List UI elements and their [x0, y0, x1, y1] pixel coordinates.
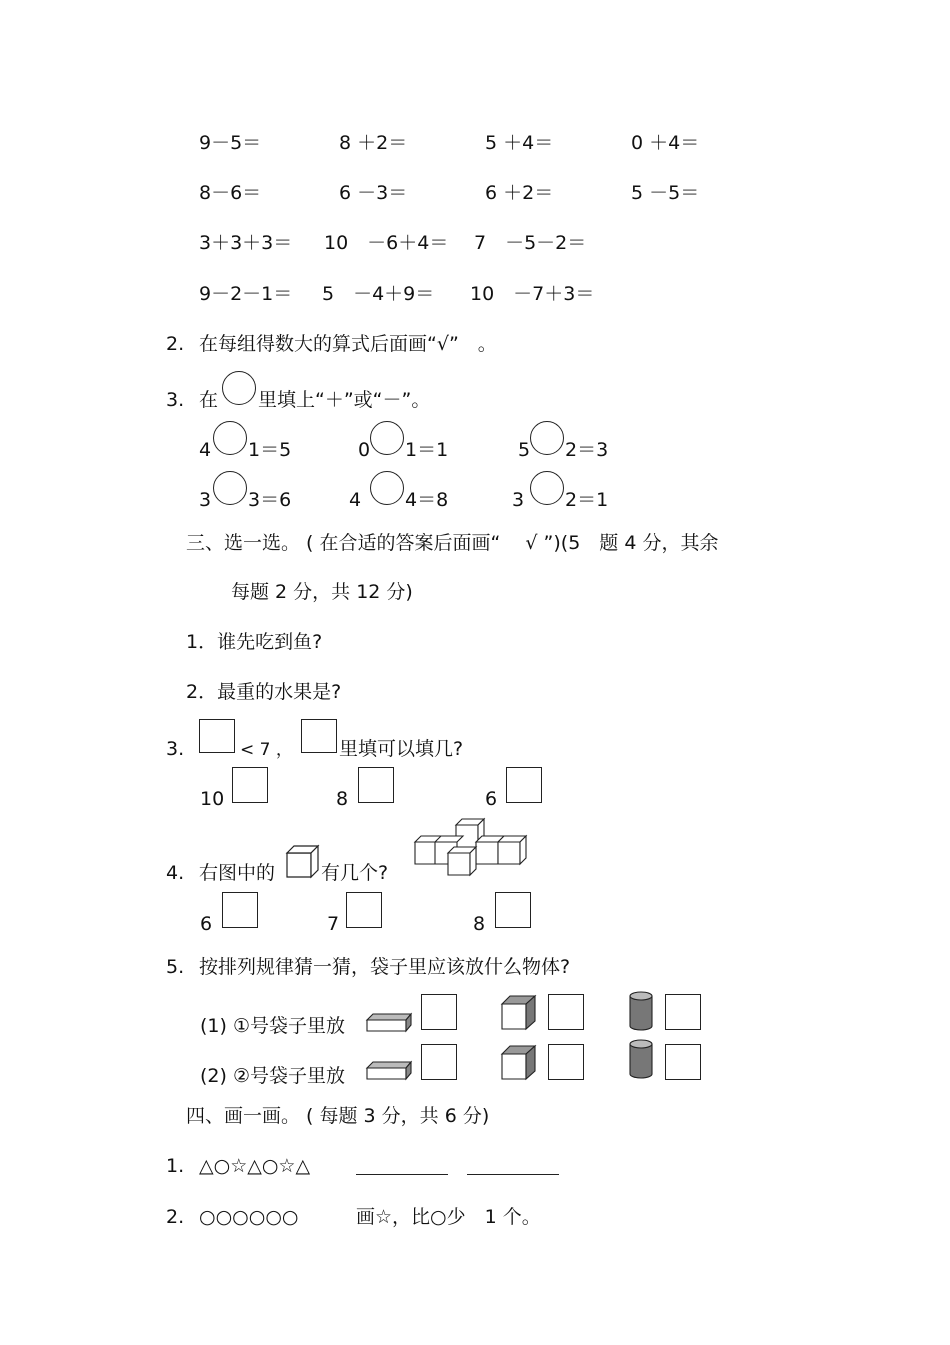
answer-box[interactable] — [548, 1044, 584, 1080]
q2-text: 在每组得数大的算式后面画“√” 。 — [199, 333, 497, 355]
s3q3-less-than: < 7 ， — [240, 740, 293, 760]
cuboid-icon — [366, 1061, 412, 1081]
calc-item: 5 －4＋9＝ — [322, 283, 435, 305]
calc-item: 0 ＋4＝ — [631, 132, 700, 154]
answer-circle[interactable] — [213, 421, 247, 455]
q2-number: 2. — [166, 333, 185, 355]
s3-question-1: 1．谁先吃到鱼? — [186, 631, 323, 653]
s3q5-number: 5. — [166, 956, 185, 978]
answer-box[interactable] — [358, 767, 394, 803]
answer-box[interactable] — [346, 892, 382, 928]
eq-right: 2＝3 — [565, 439, 609, 461]
calc-item: 7 －5－2＝ — [474, 232, 587, 254]
s3q4-post: 有几个? — [321, 862, 389, 884]
answer-blank[interactable] — [467, 1174, 559, 1175]
answer-circle[interactable] — [530, 471, 564, 505]
eq-left: 0 — [358, 439, 371, 461]
cube-icon — [501, 1045, 539, 1081]
answer-box[interactable] — [232, 767, 268, 803]
option-label: 8 — [473, 913, 486, 935]
s3q5-row-2: (2) ②号袋子里放 — [200, 1065, 345, 1087]
calc-item: 8 ＋2＝ — [339, 132, 408, 154]
section-3-heading: 三、选一选。 ( 在合适的答案后面画“ √ ”)(5 题 4 分，其余 — [186, 532, 719, 554]
s3q5-text: 按排列规律猜一猜，袋子里应该放什么物体? — [199, 956, 571, 978]
section-4-heading: 四、画一画。 ( 每题 3 分，共 6 分) — [186, 1105, 490, 1127]
cuboid-icon — [366, 1013, 412, 1033]
answer-circle[interactable] — [370, 471, 404, 505]
eq-right: 4＝8 — [405, 489, 449, 511]
cube-icon — [286, 845, 322, 881]
s3-question-2: 2．最重的水果是? — [186, 681, 342, 703]
cube-stack-figure — [408, 816, 536, 878]
cylinder-icon — [628, 1038, 656, 1080]
answer-box[interactable] — [665, 994, 701, 1030]
option-label: 6 — [485, 788, 498, 810]
calc-item: 5 －5＝ — [631, 182, 700, 204]
answer-box[interactable] — [301, 719, 337, 753]
eq-right: 1＝1 — [405, 439, 449, 461]
answer-box[interactable] — [506, 767, 542, 803]
option-label: 7 — [327, 913, 340, 935]
s4q2-circles: ○○○○○○ — [199, 1206, 299, 1228]
answer-box[interactable] — [548, 994, 584, 1030]
eq-left: 3 — [199, 489, 212, 511]
option-label: 8 — [336, 788, 349, 810]
calc-item: 8－6＝ — [199, 182, 262, 204]
section-3-heading-cont: 每题 2 分，共 12 分) — [231, 581, 413, 603]
s3q3-post: 里填可以填几? — [339, 738, 464, 760]
s4q1-sequence: △○☆△○☆△ — [199, 1155, 311, 1177]
calc-item: 5 ＋4＝ — [485, 132, 554, 154]
calc-item: 9－2－1＝ — [199, 283, 293, 305]
answer-circle[interactable] — [222, 371, 256, 405]
eq-left: 5 — [518, 439, 531, 461]
calc-item: 3＋3＋3＝ — [199, 232, 293, 254]
answer-circle[interactable] — [530, 421, 564, 455]
eq-right: 1＝5 — [248, 439, 292, 461]
s3q3-number: 3. — [166, 738, 185, 760]
answer-box[interactable] — [495, 892, 531, 928]
q3-pre: 在 — [199, 389, 219, 411]
calc-item: 9－5＝ — [199, 132, 262, 154]
answer-circle[interactable] — [370, 421, 404, 455]
answer-blank[interactable] — [356, 1174, 448, 1175]
option-label: 10 — [200, 788, 225, 810]
answer-circle[interactable] — [213, 471, 247, 505]
answer-box[interactable] — [421, 1044, 457, 1080]
eq-right: 3＝6 — [248, 489, 292, 511]
eq-left: 4 — [349, 489, 362, 511]
answer-box[interactable] — [222, 892, 258, 928]
cylinder-icon — [628, 990, 656, 1032]
s4q2-number: 2. — [166, 1206, 185, 1228]
s3q4-number: 4. — [166, 862, 185, 884]
answer-box[interactable] — [199, 719, 235, 753]
option-label: 6 — [200, 913, 213, 935]
calc-item: 6 ＋2＝ — [485, 182, 554, 204]
s3q5-row-1: (1) ①号袋子里放 — [200, 1015, 345, 1037]
cube-icon — [501, 995, 539, 1031]
calc-item: 10 －7＋3＝ — [470, 283, 595, 305]
s4q2-instruction: 画☆，比○少 1 个。 — [356, 1206, 541, 1228]
answer-box[interactable] — [665, 1044, 701, 1080]
q3-number: 3. — [166, 389, 185, 411]
calc-item: 6 －3＝ — [339, 182, 408, 204]
s3q4-pre: 右图中的 — [199, 862, 276, 884]
calc-item: 10 －6＋4＝ — [324, 232, 449, 254]
answer-box[interactable] — [421, 994, 457, 1030]
eq-left: 4 — [199, 439, 212, 461]
q3-post: 里填上“＋”或“－”。 — [258, 389, 431, 411]
eq-left: 3 — [512, 489, 525, 511]
eq-right: 2＝1 — [565, 489, 609, 511]
s4q1-number: 1. — [166, 1155, 185, 1177]
